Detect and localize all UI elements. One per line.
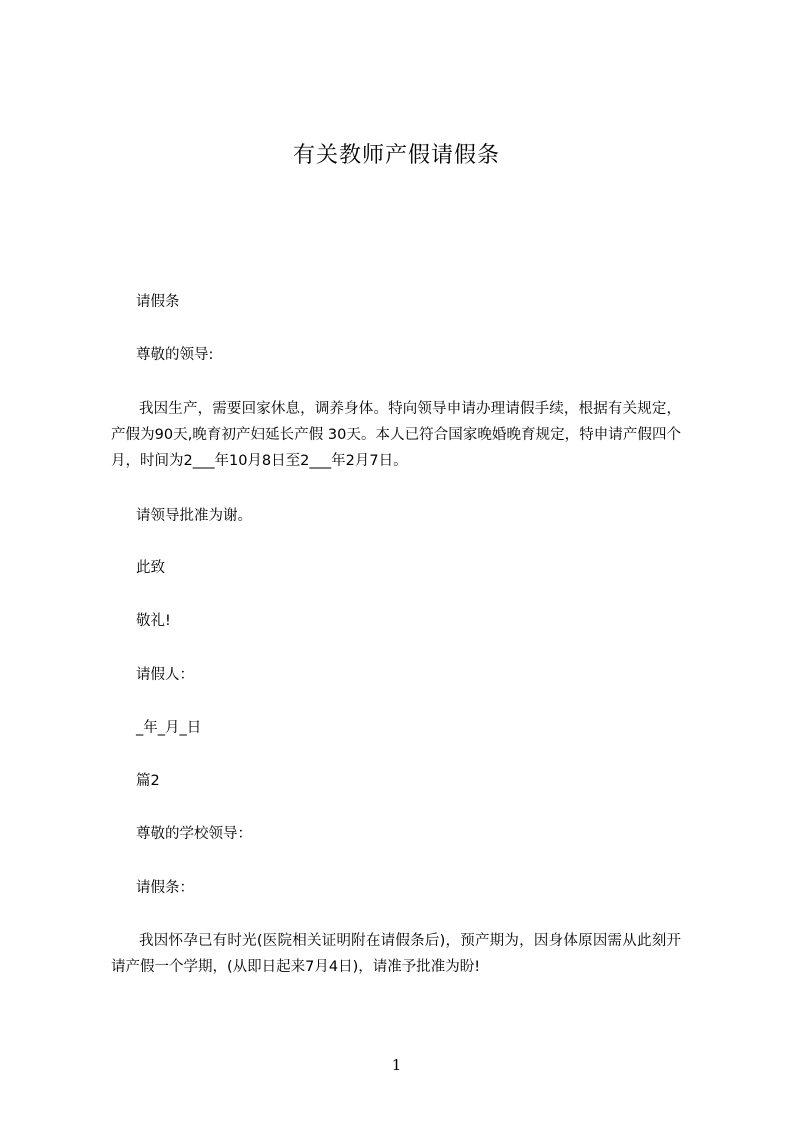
- date-line: _年_月_日: [136, 720, 202, 736]
- closing-line-1: 此致: [136, 560, 165, 576]
- page-number: 1: [391, 1056, 402, 1074]
- letter-heading: 请假条: [136, 294, 180, 310]
- leave-request-body: 我因生产，需要回家休息，调养身体。特向领导申请办理请假手续，根据有关规定，产假为90天,晚育初产妇延长产假 30天。本人已符合国家晚婚晚育规定，特申请产假四个月，时间为2___年10月8日至2___年2月7日。: [111, 401, 681, 469]
- section-2-salutation: 尊敬的学校领导：: [136, 826, 252, 842]
- section-2-body: 我因怀孕已有时光(医院相关证明附在请假条后)，预产期为，因身体原因需从此刻开请产假一个学期，(从即日起来7月4日)，请准予批准为盼!: [111, 933, 681, 975]
- section-2-heading: 篇2: [136, 773, 160, 789]
- request-line: 请领导批准为谢。: [136, 508, 252, 524]
- signer-label: 请假人：: [136, 667, 194, 683]
- section-2-subheading: 请假条：: [136, 880, 194, 896]
- closing-line-2: 敬礼!: [136, 613, 171, 629]
- salutation: 尊敬的领导:: [136, 347, 214, 363]
- document-title: 有关教师产假请假条: [292, 143, 500, 168]
